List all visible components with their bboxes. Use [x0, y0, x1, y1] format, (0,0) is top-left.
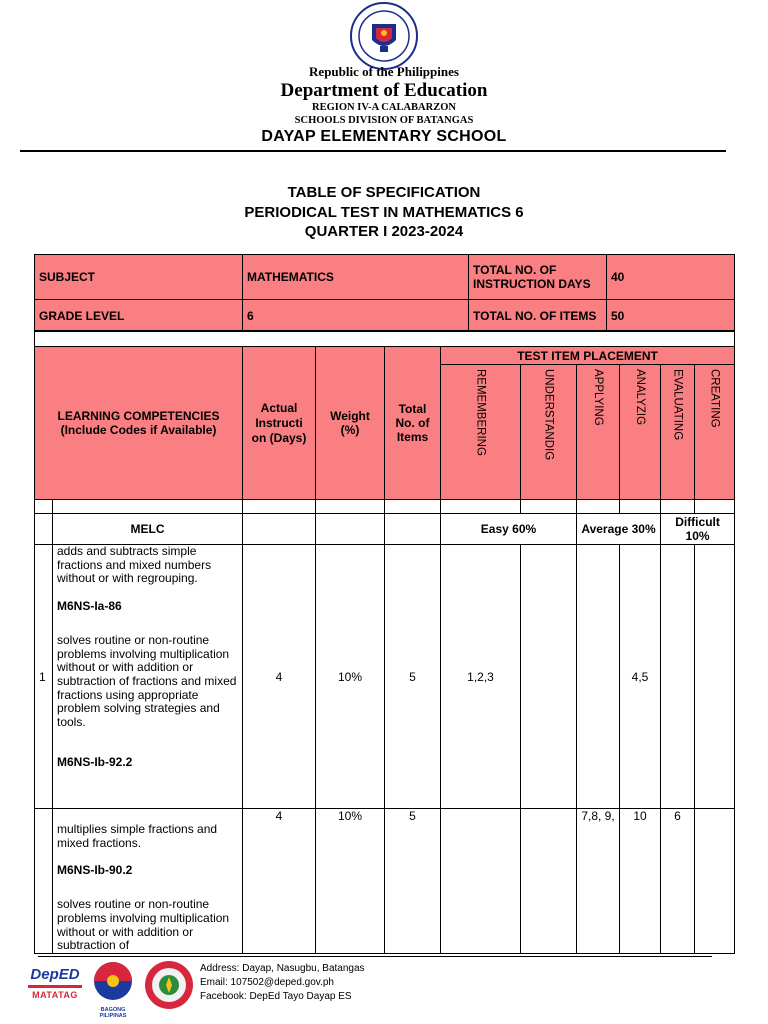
level-header-creating: CREATING: [695, 365, 735, 500]
days-label: TOTAL NO. OF INSTRUCTION DAYS: [469, 255, 607, 300]
actual-days-value: 4: [243, 545, 316, 809]
competencies-header: LEARNING COMPETENCIES (Include Codes if Available): [35, 347, 243, 500]
melc-label: MELC: [53, 514, 243, 545]
subject-label: SUBJECT: [35, 255, 243, 300]
total-items-value: 5: [385, 809, 441, 954]
row-number: 1: [35, 545, 53, 809]
school-name: DAYAP ELEMENTARY SCHOOL: [261, 128, 507, 145]
footer-facebook: Facebook: DepEd Tayo Dayap ES: [200, 991, 352, 1002]
evaluating-items: [661, 545, 695, 809]
remembering-items: [441, 809, 521, 954]
evaluating-items: 6: [661, 809, 695, 954]
blank-row: [35, 331, 735, 347]
footer-email: Email: 107502@deped.gov.ph: [200, 977, 334, 988]
total-items-value: 5: [385, 545, 441, 809]
competency-code: M6NS-Ib-92.2: [57, 754, 133, 769]
level-header-understanding: UNDERSTANDIG: [521, 365, 577, 500]
test-item-placement-header: TEST ITEM PLACEMENT: [441, 347, 735, 365]
subject-value: MATHEMATICS: [243, 255, 469, 300]
items-label: TOTAL NO. OF ITEMS: [469, 300, 607, 332]
level-header-remembering: REMEMBERING: [441, 365, 521, 500]
competency-cell: [53, 545, 243, 809]
weight-value: 10%: [316, 545, 385, 809]
bagong-pilipinas-icon: [88, 960, 138, 1002]
understanding-items: [521, 545, 577, 809]
competency-cell: [53, 809, 243, 954]
school-seal-icon: [144, 958, 194, 1012]
analyzing-items: 4,5: [620, 545, 661, 809]
items-value: 50: [607, 300, 735, 332]
title-line-1: TABLE OF SPECIFICATION: [287, 184, 481, 201]
actual-days-value: 4: [243, 809, 316, 954]
days-value: 40: [607, 255, 735, 300]
row-number: [35, 809, 53, 954]
info-table: [34, 254, 735, 332]
competency-text: solves routine or non-routine problems involving multiplication without or with addition or subtraction of fractions and mixed fractions using appropriate problem solving strategies and tools.: [57, 632, 237, 730]
competency-text: solves routine or non-routine problems involving multiplication without or with addition or subtraction of: [57, 897, 230, 953]
region-line: REGION IV-A CALABARZON: [312, 102, 456, 113]
actual-days-header: Actual Instructi on (Days): [243, 347, 316, 500]
weight-header: Weight (%): [316, 347, 385, 500]
understanding-items: [521, 809, 577, 954]
level-header-evaluating: EVALUATING: [661, 365, 695, 500]
table-row: [35, 545, 735, 809]
footer-address: Address: Dayap, Nasugbu, Batangas: [200, 963, 365, 974]
deped-seal-logo: [350, 2, 418, 70]
creating-items: [695, 545, 735, 809]
analyzing-items: 10: [620, 809, 661, 954]
competency-code: M6NS-Ib-90.2: [57, 863, 133, 878]
header-divider: [20, 150, 726, 152]
table-row: [35, 809, 735, 954]
grade-label: GRADE LEVEL: [35, 300, 243, 332]
bagong-pilipinas-logo: BAGONG PILIPINAS: [88, 960, 138, 1012]
remembering-items: 1,2,3: [441, 545, 521, 809]
applying-items: [577, 545, 620, 809]
level-header-analyzing: ANALYZIG: [620, 365, 661, 500]
specification-table: [34, 330, 735, 954]
creating-items: [695, 809, 735, 954]
division-line: SCHOOLS DIVISION OF BATANGAS: [294, 115, 474, 126]
difficult-label: Difficult 10%: [661, 514, 735, 545]
title-line-3: QUARTER I 2023-2024: [304, 223, 464, 240]
title-line-2: PERIODICAL TEST IN MATHEMATICS 6: [244, 204, 524, 221]
competency-text: adds and subtracts simple fractions and mixed numbers without or with regrouping.: [57, 544, 212, 586]
footer-divider: [38, 956, 712, 957]
level-header-applying: APPLYING: [577, 365, 620, 500]
department-name: Department of Education: [280, 80, 488, 101]
competency-text: multiplies simple fractions and mixed fractions.: [57, 822, 218, 850]
applying-items: 7,8, 9,: [577, 809, 620, 954]
competency-code: M6NS-Ia-86: [57, 599, 122, 614]
republic-line: Republic of the Philippines: [309, 64, 459, 79]
grade-value: 6: [243, 300, 469, 332]
easy-label: Easy 60%: [441, 514, 577, 545]
deped-matatag-logo: DepED MATATAG: [24, 966, 86, 1010]
average-label: Average 30%: [577, 514, 661, 545]
weight-value: 10%: [316, 809, 385, 954]
total-items-header: Total No. of Items: [385, 347, 441, 500]
